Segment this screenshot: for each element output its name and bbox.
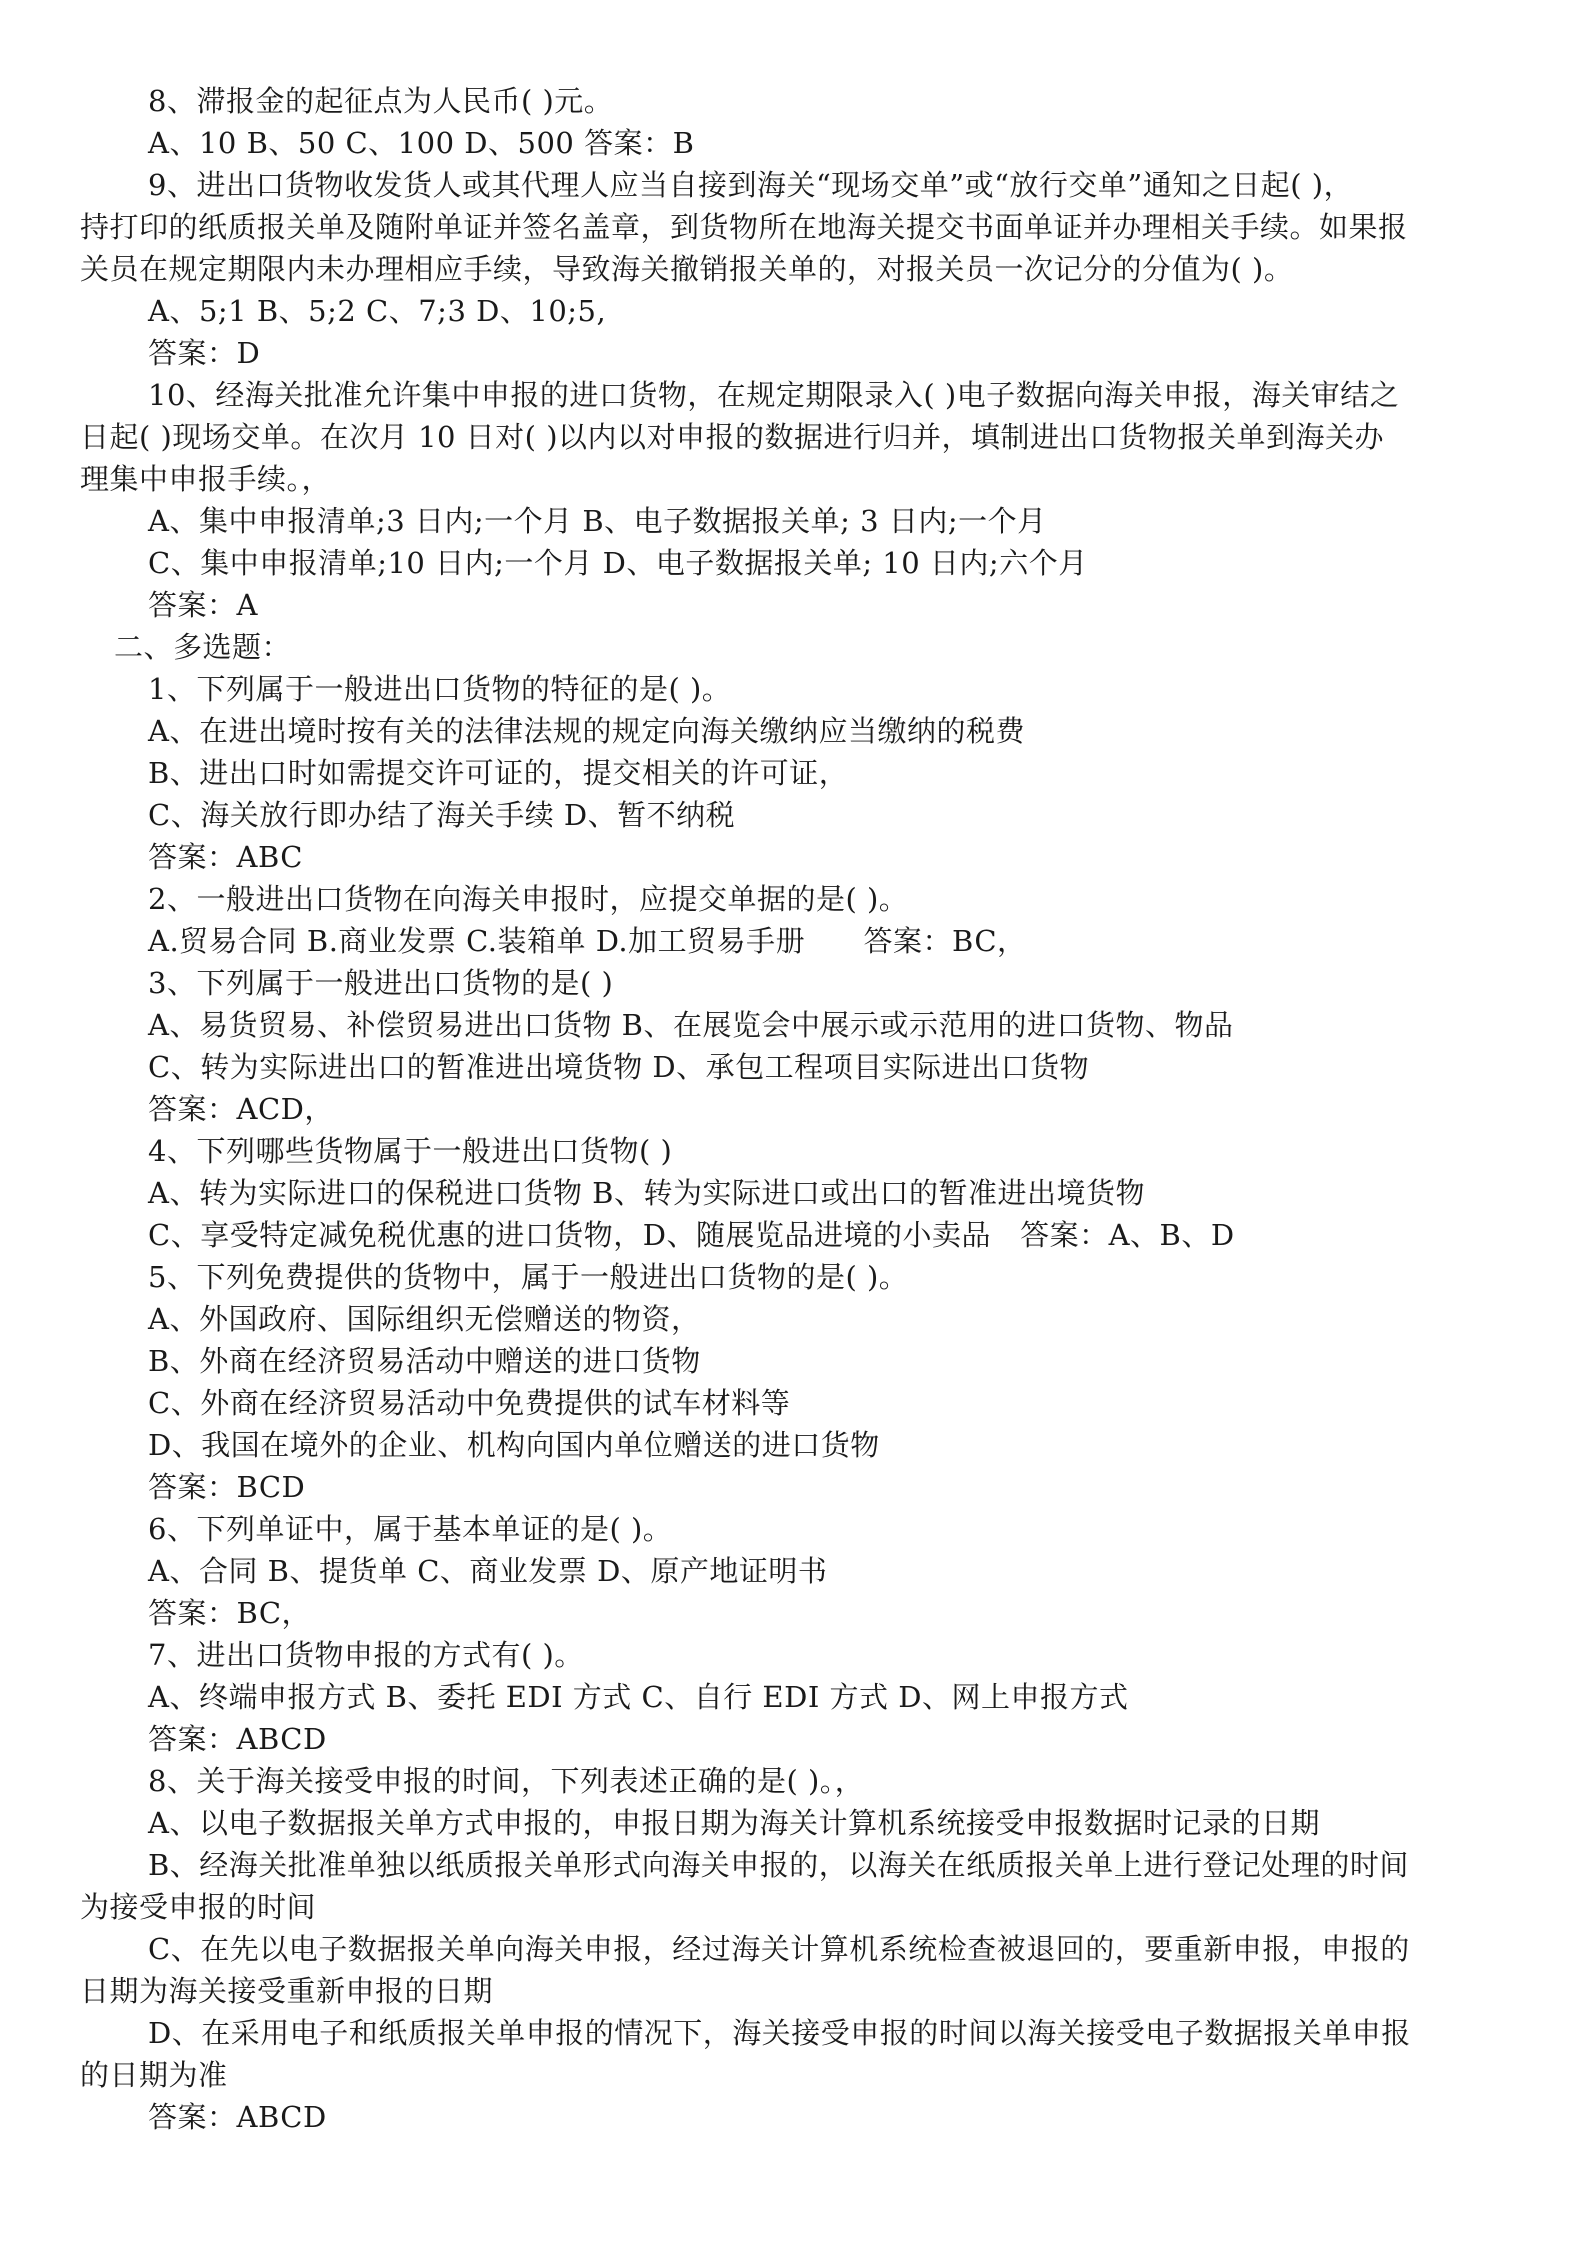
- text-line: B、经海关批准单独以纸质报关单形式向海关申报的，以海关在纸质报关单上进行登记处理的时间: [148, 1848, 1409, 1882]
- text-line: A、5;1 B、5;2 C、7;3 D、10;5,: [148, 294, 607, 328]
- text-line: 为接受申报的时间: [80, 1890, 317, 1924]
- text-line: 理集中申报手续。，: [80, 462, 332, 496]
- answer-line: 答案：BC，: [148, 1596, 312, 1630]
- text-line: A、集中申报清单;3 日内;一个月 B、电子数据报关单; 3 日内;一个月: [148, 504, 1047, 538]
- text-line: 9、进出口货物收发货人或其代理人应当自接到海关“现场交单”或“放行交单”通知之日起( )，: [148, 168, 1354, 202]
- text-line: 8、关于海关接受申报的时间，下列表述正确的是( )。，: [148, 1764, 865, 1798]
- text-line: 6、下列单证中，属于基本单证的是( )。: [148, 1512, 673, 1546]
- text-line: A、在进出境时按有关的法律法规的规定向海关缴纳应当缴纳的税费: [148, 714, 1025, 748]
- text-line: D、在采用电子和纸质报关单申报的情况下，海关接受申报的时间以海关接受电子数据报关单申报: [148, 2016, 1411, 2050]
- section-heading: 二、多选题：: [114, 630, 292, 664]
- text-line: A.贸易合同 B.商业发票 C.装箱单 D.加工贸易手册 答案：BC，: [148, 924, 1027, 958]
- text-line: C、享受特定减免税优惠的进口货物，D、随展览品进境的小卖品 答案：A、B、D: [148, 1218, 1235, 1252]
- text-line: A、以电子数据报关单方式申报的，申报日期为海关计算机系统接受申报数据时记录的日期: [148, 1806, 1320, 1840]
- text-line: 关员在规定期限内未办理相应手续，导致海关撤销报关单的，对报关员一次记分的分值为( )。: [80, 252, 1294, 286]
- text-line: A、10 B、50 C、100 D、500 答案：B: [148, 126, 695, 160]
- text-line: C、转为实际进出口的暂准进出境货物 D、承包工程项目实际进出口货物: [148, 1050, 1090, 1084]
- answer-line: 答案：A: [148, 588, 258, 622]
- text-line: B、外商在经济贸易活动中赠送的进口货物: [148, 1344, 701, 1378]
- text-line: A、合同 B、提货单 C、商业发票 D、原产地证明书: [148, 1554, 828, 1588]
- text-line: 2、一般进出口货物在向海关申报时，应提交单据的是( )。: [148, 882, 909, 916]
- answer-line: 答案：D: [148, 336, 261, 370]
- text-line: D、我国在境外的企业、机构向国内单位赠送的进口货物: [148, 1428, 880, 1462]
- text-line: A、终端申报方式 B、委托 EDI 方式 C、自行 EDI 方式 D、网上申报方式: [148, 1680, 1129, 1714]
- answer-line: 答案：BCD: [148, 1470, 306, 1504]
- text-line: B、进出口时如需提交许可证的，提交相关的许可证，: [148, 756, 849, 790]
- text-line: 的日期为准: [80, 2058, 228, 2092]
- text-line: 持打印的纸质报关单及随附单证并签名盖章，到货物所在地海关提交书面单证并办理相关手续。如果报: [80, 210, 1408, 244]
- text-line: 5、下列免费提供的货物中，属于一般进出口货物的是( )。: [148, 1260, 909, 1294]
- text-line: 日期为海关接受重新申报的日期: [80, 1974, 494, 2008]
- text-line: 4、下列哪些货物属于一般进出口货物( ): [148, 1134, 673, 1168]
- text-line: 7、进出口货物申报的方式有( )。: [148, 1638, 584, 1672]
- text-line: A、外国政府、国际组织无偿赠送的物资，: [148, 1302, 701, 1336]
- answer-line: 答案：ABC: [148, 840, 303, 874]
- text-line: C、集中申报清单;10 日内;一个月 D、电子数据报关单; 10 日内;六个月: [148, 546, 1088, 580]
- text-line: C、海关放行即办结了海关手续 D、暂不纳税: [148, 798, 736, 832]
- answer-line: 答案：ACD，: [148, 1092, 334, 1126]
- answer-line: 答案：ABCD: [148, 2100, 327, 2134]
- text-line: C、外商在经济贸易活动中免费提供的试车材料等: [148, 1386, 791, 1420]
- text-line: 8、滞报金的起征点为人民币( )元。: [148, 84, 614, 118]
- text-line: A、转为实际进口的保税进口货物 B、转为实际进口或出口的暂准进出境货物: [148, 1176, 1145, 1210]
- text-line: C、在先以电子数据报关单向海关申报，经过海关计算机系统检查被退回的，要重新申报，申报的: [148, 1932, 1410, 1966]
- answer-line: 答案：ABCD: [148, 1722, 327, 1756]
- text-line: 3、下列属于一般进出口货物的是( ): [148, 966, 614, 1000]
- text-line: 1、下列属于一般进出口货物的特征的是( )。: [148, 672, 732, 706]
- text-line: 10、经海关批准允许集中申报的进口货物，在规定期限录入( )电子数据向海关申报，海关审结之: [148, 378, 1400, 412]
- text-line: 日起( )现场交单。在次月 10 日对( )以内以对申报的数据进行归并，填制进出口货物报关单到海关办: [80, 420, 1385, 454]
- text-line: A、易货贸易、补偿贸易进出口货物 B、在展览会中展示或示范用的进口货物、物品: [148, 1008, 1234, 1042]
